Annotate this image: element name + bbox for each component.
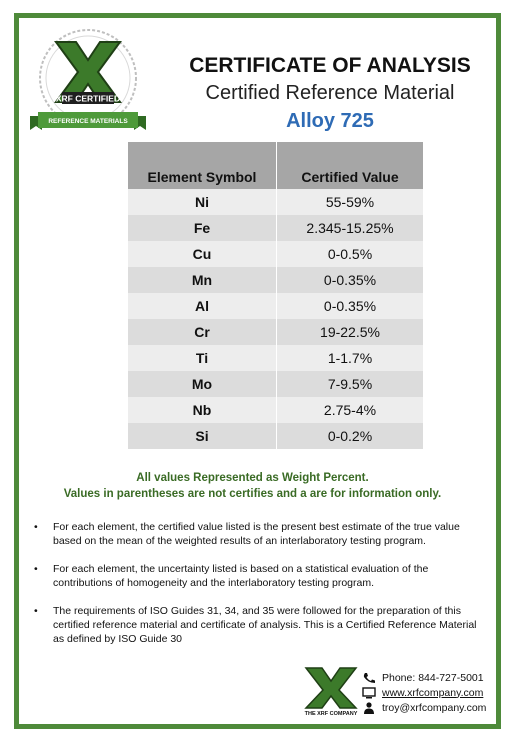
column-header-certified-value: Certified Value [277,142,424,189]
table-row [128,319,423,345]
logo-ribbon-text: REFERENCE MATERIALS [48,118,128,125]
list-item [34,562,479,590]
element-symbol: Si [128,423,277,449]
list-item-text: For each element, the certified value listed is the present best estimate of the true value based on the mean of the weighted results of an interlaboratory testing program. [53,521,460,547]
certificate-subtitle: Certified Reference Material [205,82,455,104]
element-symbol: Nb [128,397,277,423]
element-symbol: Mn [128,267,277,293]
alloy-name: Alloy 725 [286,110,374,132]
certified-value: 19-22.5% [277,319,424,345]
element-symbol: Fe [128,215,277,241]
table-row [128,189,423,215]
list-item [34,520,479,548]
bullet-icon: • [34,521,38,533]
column-header-element-symbol: Element Symbol [128,142,277,189]
table-row [128,371,423,397]
email-address[interactable]: troy@xrfcompany.com [382,701,487,714]
website-row [362,685,486,700]
contact-info [362,670,486,715]
certified-value: 7-9.5% [277,371,424,397]
list-item-text: For each element, the uncertainty listed is based on a statistical evaluation of the contributions of homogeneity and the interlaboratory testing program. [53,563,429,589]
table-row [128,215,423,241]
certified-value: 0-0.35% [277,267,424,293]
table-row [128,397,423,423]
note-line-parentheses: Values in parentheses are not certifies and a are for information only. [63,488,442,500]
phone-row [362,670,486,685]
company-logo-text: THE XRF COMPANY [304,711,358,716]
computer-icon [362,687,376,699]
phone-icon [362,672,376,684]
certificate-title: CERTIFICATE OF ANALYSIS [189,54,471,77]
certified-value: 2.345-15.25% [277,215,424,241]
person-icon [362,702,376,714]
table-row [128,345,423,371]
note-line-weight-percent: All values Represented as Weight Percent. [136,472,369,484]
element-symbol: Ni [128,189,277,215]
certified-value: 0-0.5% [277,241,424,267]
element-symbol: Ti [128,345,277,371]
logo-badge-text: XRF CERTIFIED [55,93,121,104]
weight-percent-note [30,470,475,502]
element-symbol: Cr [128,319,277,345]
table-row [128,293,423,319]
certified-value: 0-0.35% [277,293,424,319]
table-header-row [128,142,423,189]
certified-value: 1-1.7% [277,345,424,371]
table-row [128,241,423,267]
certified-values-table [128,142,423,449]
xrf-company-logo [300,666,362,716]
email-row [362,700,486,715]
table-row [128,267,423,293]
phone-number: Phone: 844-727-5001 [382,671,484,684]
element-symbol: Mo [128,371,277,397]
certification-notes-list [34,520,479,660]
certified-value: 0-0.2% [277,423,424,449]
element-symbol: Al [128,293,277,319]
bullet-icon: • [34,605,38,617]
element-symbol: Cu [128,241,277,267]
list-item-text: The requirements of ISO Guides 31, 34, and 35 were followed for the preparation of this certified reference material and certificate of analysis. This is a Certified Reference Material as defined by ISO Guide 30 [53,605,477,645]
xrf-certified-logo [22,20,158,144]
website-link[interactable]: www.xrfcompany.com [382,686,484,699]
certified-value: 55-59% [277,189,424,215]
table-row [128,423,423,449]
certified-value: 2.75-4% [277,397,424,423]
list-item [34,604,479,646]
bullet-icon: • [34,563,38,575]
